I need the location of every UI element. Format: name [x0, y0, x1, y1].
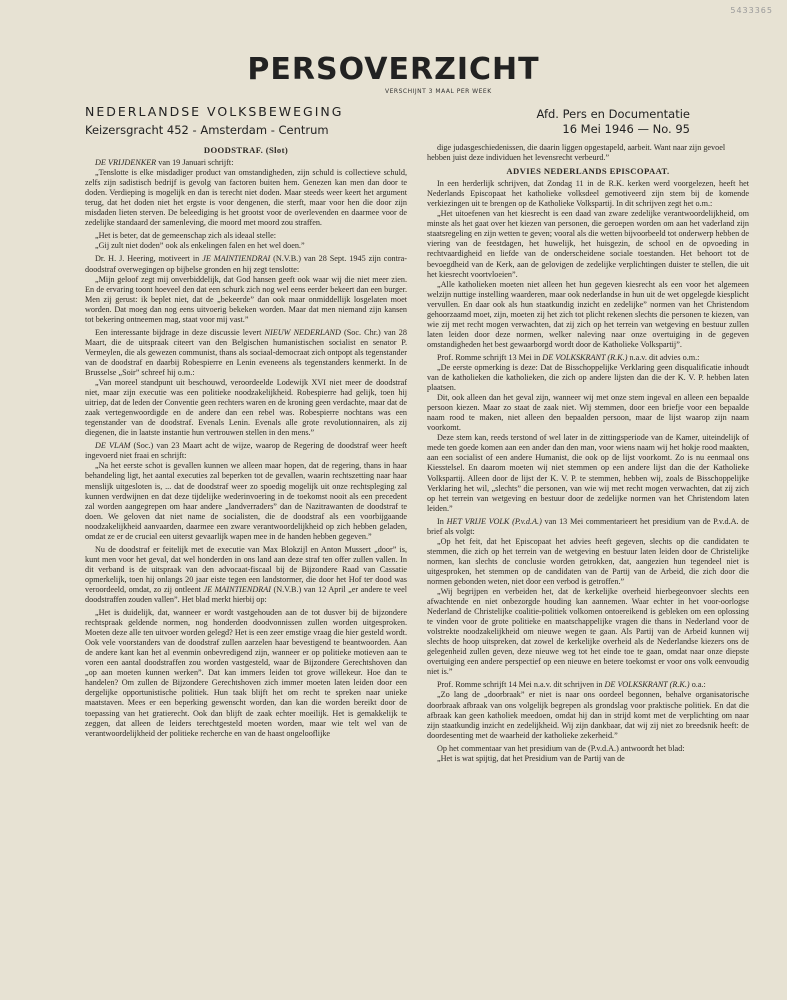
paragraph: Prof. Romme schrijft 13 Mei in DE VOLKSKRANT (R.K.) n.a.v. dit advies o.m.: — [437, 352, 700, 362]
archive-stamp: 5433365 — [730, 6, 773, 15]
paragraph: „Zo lang de „doorbraak” er niet is naar ons oordeel begonnen, behalve organisatorische doorbraak afbraak van ons volgelijk begrepen als grondslag voor praktische politiek. En dat die afbraak kan geen katholiek meedoen, omdat hij dan in strijd komt met de verplichting om naar zijn staatkundig inzicht en zedelijkheid. Wij zijn dankbaar, dat wij zij niet zo breedsnik heeft: de doordesenting met de waarheid der katholieke zekerheid.” — [427, 690, 749, 740]
paragraph-continued: dige judasgeschiedenissen, die daarin liggen opgestapeld, aarbeit. Want naar zijn gevoel hebben juist deze individuen het levensrecht verbeurd.” — [427, 143, 726, 163]
right-column — [427, 143, 749, 991]
paragraph: In HET VRIJE VOLK (P.v.d.A.) van 13 Mei commentarieert het presidium van de P.v.d.A. de brief als volgt: — [427, 516, 749, 536]
organization-name: NEDERLANDSE VOLKSBEWEGING — [85, 104, 344, 119]
paragraph: „Het uitoefenen van het kiesrecht is een daad van zware zedelijke verantwoordelijkheid, om minste als het gaat over het kiezen van personen, die geroepen worden om aan het vaderland zijn staatsregeling en zijn wetten te geven; vooral als die wetten bijvoorbeeld tot onderwerp hebben de viering van de feestdagen, het huwelijk, het huisgezin, de school en de opvoeding in rechtvaardigheid en liefde van de onderscheidene sociale toestanden. Het behoort tot de bevoegdheid van de Kerk, aan de gelovigen de zedelijke verplichtingen duister te stellen, die uit het kiesrecht voortvloeien”. — [427, 209, 749, 279]
paragraph: Een interessante bijdrage in deze discussie levert NIEUW NEDERLAND (Soc. Chr.) van 28 Maart, die de uitspraak citeert van den Belgischen humanistischen socialist en senator P. Vermeylen, die als gewezen communist, thans als sociaal-democraat zich ontpopt als tegenstander van de doodstraf en daarbij Robespierre en Lenin eveneens als tegenstanders kenmerkt. In de Brusselse „Soir” schreef hij o.m.: — [85, 327, 407, 377]
paragraph: „Tenslotte is elke misdadiger product van omstandigheden, zijn schuld is collectieve schuld, zelfs zijn sadistisch bedrijf is gevolg van factoren buiten hem. Genezen kan men dan door te doden. Verdieping is mogelijk en dan is terecht niet doden. Maar steeds weer keert het argument terug, dat het doden niet het ergste is voor dengenen, die sterft, maar voor hen die door zijn misdaden lieten sterven. De beleediging is het grootst voor de overlevenden en daarmee voor de zedelijke standaard der samenleving, die moord met moord zou straffen. — [85, 168, 407, 228]
source-name: DE VLAM — [95, 441, 131, 451]
source-name: DE VOLKSKRANT (R.K.) — [604, 680, 690, 690]
source-name: DE VRIJDENKER — [95, 158, 157, 168]
left-column — [85, 143, 407, 991]
paragraph: „Het is beter, dat de gemeenschap zich als ideaal stelle: — [95, 231, 277, 241]
paragraph: Prof. Romme schrijft 14 Mei n.a.v. dit schrijven in DE VOLKSKRANT (R.K.) o.a.: — [437, 680, 706, 690]
department-name: Afd. Pers en Documentatie — [536, 107, 690, 121]
paragraph: „Wij begrijpen en verbeiden het, dat de kerkelijke overheid hierbegeonvoer slechts een afwachtende en niet onbezorgde houding kan aannemen. Waar echter in het voor-oorlogse Nederland de Christelijke coalitie-politiek volkomen ontoereikend is gebleken om een oplossing te vinden voor de grote politieke en maatschappelijke vragen die thans in Nederland voor de volstrekte noodzakelijkheid om nieuwe wegen te gaan. Als Partij van de Arbeid kunnen wij slechts de hoop uitspreken, dat zowel de kerkelijke overheid als de Nederlandse kiezers ons de gelegenheid zullen geven, deze nieuwe weg tot het einde toe te gaan, omdat naar onze diepste overtuiging een andere perspectief op een nieuwe en betere toekomst er voor ons volk eenvoudig niet is.” — [427, 587, 749, 677]
paragraph: „Gij zult niet doden” ook als enkelingen falen en het wel doen.” — [95, 241, 305, 251]
source-name: JE MAINTIENDRAI — [202, 254, 271, 264]
paragraph: Dit, ook alleen dan het geval zijn, wanneer wij met onze stem ingeval en alleen een bepaalde persoon kiezen. Maar zo staat de zaak niet. Wij stemmen, door een briefje voor een bepaalde naam rood te maken, niet alleen den bepaalden persoon, maar de lijst waarop zijn naam voorkomt. — [427, 393, 749, 433]
paragraph: „Van moreel standpunt uit beschouwd, veroordeelde Lodewijk XVI niet meer de doodstraf niet, maar zijn executie was een politieke noodzakelijkheid. Robespierre had gelijk, toen hij uitriep, dat de leden der Conventie geen rechters waren en de kroning geen verdachte, maar dat de zaak vertegenwoordigde en de andere dan een rebel was. Robespierre nochtans was een tegenstander van de doodstraf. Evenals Lenin. Evenals alle grote revolutionnairen, als zij diegenen, die in laatste instantie hun vertrouwen stellen in den mens.” — [85, 378, 407, 438]
paragraph: Nu de doodstraf er feitelijk met de executie van Max Blokzijl en Anton Mussert „door” is, kunt men voor het geval, dat wel honderden in ons land aan deze straf ten offer zullen vallen. In dit verband is de uitspraak van den advocaat-fiscaal bij de Bijzondere Raad van Cassatie opmerkelijk, toen hij onlangs 20 jaar eiste tegen een landstormer, die door het Hof ter dood was veroordeeld, omdat, zo zij ontleent JE MAINTIENDRAI (N.V.B.) van 12 April „er andere te veel doodstraffen zouden vallen”. Het blad merkt hierbij op: — [85, 544, 407, 605]
paragraph: Dr. H. J. Heering, motiveert in JE MAINTIENDRAI (N.V.B.) van 28 Sept. 1945 zijn contra-doodstraf overwegingen op bijbelse gronden en hij zegt tenslotte: — [85, 254, 407, 274]
section-heading-episcopaat: ADVIES NEDERLANDS EPISCOPAAT. — [506, 166, 670, 177]
masthead-title: PERSOVERZICHT — [247, 52, 540, 87]
section-heading-doodstraf: DOODSTRAF. (Slot) — [203, 145, 289, 155]
issue-dateline: 16 Mei 1946 — No. 95 — [562, 122, 690, 136]
paragraph: In een herderlijk schrijven, dat Zondag 11 in de R.K. kerken werd voorgelezen, heeft het Nederlands Episcopaat het katholieke volksdeel gemotiveerd zijn stem bij de komende verkiezingen uit te brengen op de Katholieke Volkspartij. In dit schrijven zegt het o.m.: — [427, 179, 749, 209]
source-name: DE VOLKSKRANT (R.K.) — [542, 352, 628, 362]
paragraph: Op het commentaar van het presidium van de (P.v.d.A.) antwoordt het blad: — [437, 743, 685, 753]
source-name: NIEUW NEDERLAND — [264, 327, 341, 337]
paragraph: DE VRIJDENKER van 19 Januari schrijft: — [95, 158, 234, 168]
paragraph: „Het is wat spijtig, dat het Presidium van de Partij van de — [437, 753, 625, 763]
paragraph: Deze stem kan, reeds terstond of wel later in de zittingsperiode van de Kamer, uiteindelijk of mede ten goede komen aan een ander dan den man, voor wiens naam wij het hokje rood maakten, aan een socialist of een andere Humanist, die ook op de lijst voorkomt. Zo is nu eenmaal ons Kiesstelsel. En daarom moeten wij niet stemmen op een andere lijst dan die der Katholieke Volkspartij. Alleen door de lijst der K. V. P. te stemmen, hebben wij, zoals de Bisschoppelijke Verklaring het wil, „slechts” die personen, van wie wij met recht mogen verwachten, dat zij zich op het terrein van wetgeving en bestuur door de zedelijke normen van het Christendom laten leiden.” — [427, 433, 749, 513]
source-name: HET VRIJE VOLK (P.v.d.A.) — [446, 516, 542, 526]
paragraph: „Op het feit, dat het Episcopaat het advies heeft gegeven, slechts op die candidaten te stemmen, die zich op het terrein van de wetgeving en bestuur laten leiden door de Christelijke normen, kan slechts de conclusie worden getrokken, dat, aangezien hun tegendeel niet is uitgesproken, het stemmen op de candidaten van de Partij van de Arbeid, die zich door die normen gebonden weten, niet door een verbod is getroffen.” — [427, 536, 749, 586]
paragraph: „Na het eerste schot is gevallen kunnen we alleen maar hopen, dat de regering, thans in haar behandeling ligt, het aantal executies zal beperken tot de gevallen, waarin rechtszetting naar haar menslijk uitgesloten is, ... dat de doodstraf weer zo spoedig mogelijk uit onze rechtspleging zal kunnen verdwijnen en dat deze tijdelijke wederinvoering in de toekomst nooit als een precedent zal worden aangegrepen om haar andere „landverraders” dan de Nazitrawanten de doodstraf te doen. We geloven dat niet name de socialisten, die de doodstraf als een voorbijgaande noodzakelijkheid aanvaarden, daarmee een zware verantwoordelijkheid op zich hebben geladen, omdat ze er de crucial een uiterst gevaarlijk wapen mee in de handen hebben gegeven.” — [85, 461, 407, 541]
paragraph: „Mijn geloof zegt mij onverbiddelijk, dat God hansen geeft ook waar wij die niet meer zien. En de ervaring toont hoeveel den dat een schurk zich nog wel eens eerder bekeert dan een burger. Men zij gerust: ik beplet niet, dat de „bekeerde” dan ook maar onmiddellijk losgelaten moet worden. Dat moeg dan nog eens uitvoerig bekeken worden. Maar dat men niemand zijn kansen tot bekering ontneemen mag, staat voor mij vast.” — [85, 274, 407, 324]
source-name: JE MAINTIENDRAI — [203, 584, 271, 594]
paragraph: „De eerste opmerking is deze: Dat de Bisschoppelijke Verklaring geen disqualificatie inhoudt van de katholieken die katholieken, die zich op andere lijsten dan die der K. V. P. hebben laten plaatsen. — [427, 362, 749, 393]
paragraph: DE VLAM (Soc.) van 23 Maart acht de wijze, waarop de Regering de doodstraf weer heeft ingevoerd niet fraai en schrijft: — [85, 441, 407, 461]
masthead-subtitle: VERSCHIJNT 3 MAAL PER WEEK — [385, 88, 492, 95]
paragraph: „Alle katholieken moeten niet alleen het hun gegeven kiesrecht als een voor het algemeen welzijn nuttige instelling waarderen, maar ook nederlandse in hun uit de wet opgelegde kiesplicht vervullen. En daar ook als hun staatkundig inzicht en zedelijke” normen van het Christendom gehoorzaamd moet, zijn, moeten zij het zich tot plicht rekenen slechts die personen te kiezen, van wie zij met recht mogen verwachten, dat zij zich op het terrein van wetgeving en bestuur zullen laten leiden door deze normen, welker naleving naar onze overtuiging in de gegeven omstandigheden het best gewaarborgd wordt door de Katholieke Volkspartij”. — [427, 279, 749, 349]
paragraph: „Het is duidelijk, dat, wanneer er wordt vastgehouden aan de tot dusver bij de bijzondere rechtspraak geldende normen, nog honderden doodvonnissen zullen worden uitgesproken. Moeten deze alle ten uitvoer worden gelegd? Het is een zeer emstige vraag die hier gesteld wordt. Ook vele voorstanders van de doodstraf zullen aarzelen haar bevestigend te beantwoorden. Aan de andere kant kan het al evenmin onbevredigend zijn, wanneer er op politieke motieven aan te voren een aantal doodstraffen zou worden vastgesteld, waar de Bijzondere Gerechtshoven dan „op aan moeten kunnen werken”. Dat kan immers leiden tot grove willekeur. Hoe dan te handelen? Om zullen de Bijzondere Gerechtshoven zich immer moeten laten leiden door een dergelijke opportunistische politiek. Hun taak blijft het om recht te spreken naar unieke maatstaven. Mees er een beperking gewenscht worden, dan kan die worden bereikt door de toepassing van het gratierecht. Ook dan blijft de zaak echter moeilijk. Het is gemakkelijk te zeggen, dat alleen de leiders terechtgesteld moeten worden, maar wie telt wel van de verantwoordelijkheid der politieke recherche en van de haast ongelooflijke — [85, 608, 407, 738]
organization-address: Keizersgracht 452 - Amsterdam - Centrum — [85, 123, 329, 137]
